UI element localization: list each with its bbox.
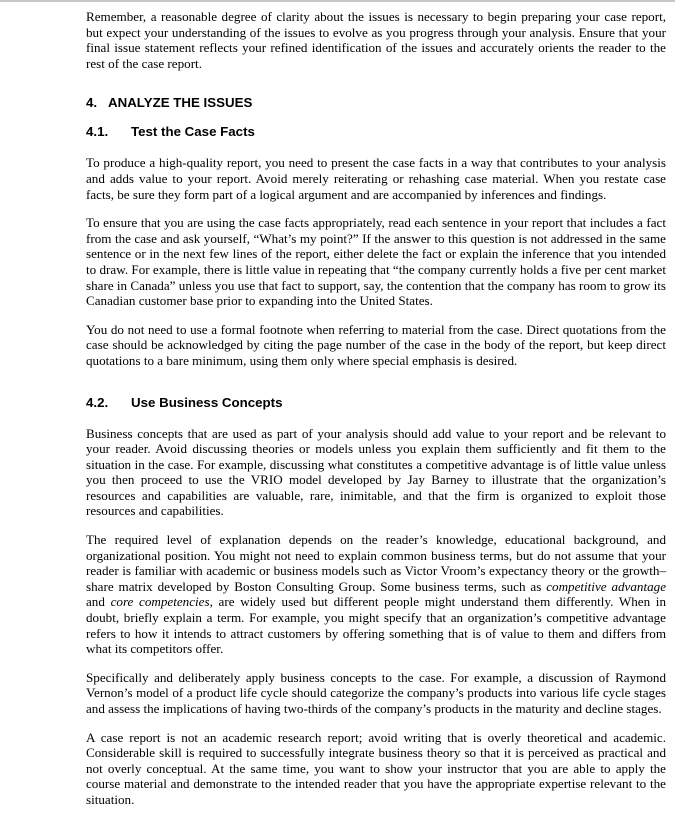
paragraph-concepts-3: Specifically and deliberately apply business concepts to the case. For example, a discussion of Raymond Vernon’s model of a product life cycle should categorize the company’s products into various life cycle stages and assess the implications of having two-thirds of the company’s products in the maturity and decline stages.: [86, 669, 666, 716]
subsection-number: 4.2.: [86, 394, 109, 410]
paragraph-concepts-4: A case report is not an academic research report; avoid writing that is overly theoretical and academic. Considerable skill is required to successfully integrate business theory so that it is perceived as practical and not overly conceptual. At the same time, you want to show your instructor that you are able to apply the course material and demonstrate to the intended reader that you have the appropriate expertise relevant to the situation.: [86, 729, 666, 807]
subsection-title: Use Business Concepts: [131, 394, 283, 410]
subsection-number: 4.1.: [86, 124, 109, 140]
subsection-title: Test the Case Facts: [131, 124, 255, 140]
paragraph-intro: Remember, a reasonable degree of clarity about the issues is necessary to begin preparing your case report, but expect your understanding of the issues to evolve as you progress through your analysis. Ensure that your final issue statement reflects your refined identification of the issues and accurately orients the reader to the rest of the case report.: [86, 9, 666, 71]
section-heading-analyze-issues: [86, 95, 666, 111]
text-run: , are widely used but different people might understand them differently. When in doubt, briefly explain a term. For example, you might specify that an organization’s competitive advantage refers to how it intends to attract customers by offering something that is of value to them and differs from what its competitors offer.: [86, 594, 666, 657]
subsection-heading-test-case-facts: [86, 124, 666, 140]
paragraph-facts-2: To ensure that you are using the case facts appropriately, read each sentence in your report that includes a fact from the case and ask yourself, “What’s my point?” If the answer to this question is not addressed in the same sentence or in the next few lines of the report, either delete the fact or explain the inference that you intended to draw. For example, there is little value in repeating that “the company currently holds a five per cent market share in Canada” unless you use that fact to support, say, the contention that the company has room to grow its Canadian customer base prior to expanding into the United States.: [86, 215, 666, 309]
section-number: 4.: [86, 95, 98, 111]
text-run: and: [86, 594, 111, 610]
text-run: The required level of explanation depends on the reader’s knowledge, educational background, and organizational position. You might not need to explain common business terms, but do not assume that your reader is familiar with academic or business models such as Victor Vroom’s expectancy theory or the growth–share matrix developed by Boston Consulting Group. Some business terms, such as: [86, 532, 666, 594]
paragraph-concepts-1: Business concepts that are used as part of your analysis should add value to your report and be relevant to your reader. Avoid discussing theories or models unless you explain them sufficiently and fit them to the situation in the case. For example, discussing what constitutes a competitive advantage is of little value unless you then proceed to use the VRIO model developed by Jay Barney to illustrate that the organization’s resources and capabilities are valuable, rare, inimitable, and that the firm is organized to exploit those resources and capabilities.: [86, 425, 666, 519]
subsection-heading-business-concepts: [86, 395, 666, 411]
term-core-competencies: core competencies: [110, 594, 210, 610]
paragraph-concepts-2: [86, 532, 666, 657]
paragraph-facts-3: You do not need to use a formal footnote when referring to material from the case. Direct quotations from the case should be acknowledged by citing the page number of the case in the body of the report, but keep direct quotations to a bare minimum, using them only where special emphasis is desired.: [86, 321, 666, 368]
top-border: [0, 0, 675, 2]
term-competitive-advantage: competitive advantage: [546, 578, 667, 594]
document-page: [86, 9, 666, 821]
section-title: ANALYZE THE ISSUES: [108, 95, 253, 111]
paragraph-facts-1: To produce a high-quality report, you need to present the case facts in a way that contributes to your analysis and adds value to your report. Avoid merely reiterating or rehashing case material. When you restate case facts, be sure they form part of a logical argument and are accompanied by inferences and findings.: [86, 155, 666, 202]
